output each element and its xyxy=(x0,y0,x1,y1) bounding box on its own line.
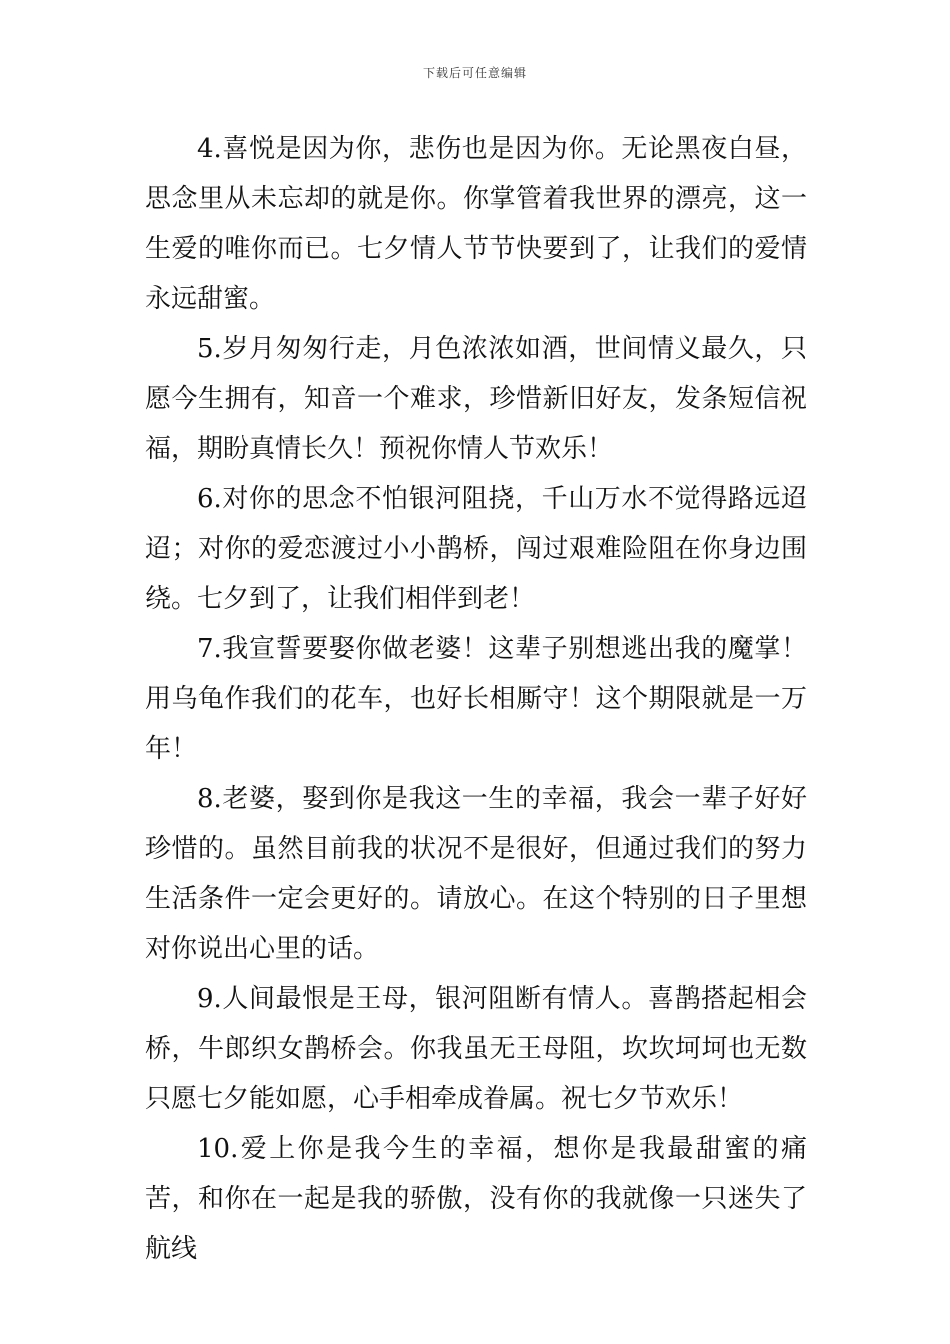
page-header: 下载后可任意编辑 xyxy=(422,66,527,80)
paragraph-5: 5.岁月匆匆行走，月色浓浓如酒，世间情义最久，只愿今生拥有，知音一个难求，珍惜新旧好友，发条短信祝福，期盼真情长久！预祝你情人节欢乐！ xyxy=(145,334,807,464)
paragraph-9: 9.人间最恨是王母，银河阻断有情人。喜鹊搭起相会桥，牛郎织女鹊桥会。你我虽无王母阻，坎坎坷坷也无数只愿七夕能如愿，心手相牵成眷属。祝七夕节欢乐！ xyxy=(145,984,807,1114)
paragraph-7: 7.我宣誓要娶你做老婆！这辈子别想逃出我的魔掌！用乌龟作我们的花车，也好长相厮守！这个期限就是一万年！ xyxy=(145,634,807,764)
document-body xyxy=(145,124,807,1274)
paragraph-6: 6.对你的思念不怕银河阻挠，千山万水不觉得路远迢迢；对你的爱恋渡过小小鹊桥，闯过艰难险阻在你身边围绕。七夕到了，让我们相伴到老！ xyxy=(145,484,807,614)
paragraph-8: 8.老婆，娶到你是我这一生的幸福，我会一辈子好好珍惜的。虽然目前我的状况不是很好，但通过我们的努力生活条件一定会更好的。请放心。在这个特别的日子里想对你说出心里的话。 xyxy=(145,784,807,964)
paragraph-4: 4.喜悦是因为你，悲伤也是因为你。无论黑夜白昼，思念里从未忘却的就是你。你掌管着我世界的漂亮，这一生爱的唯你而已。七夕情人节节快要到了，让我们的爱情永远甜蜜。 xyxy=(145,134,807,314)
paragraph-10: 10.爱上你是我今生的幸福，想你是我最甜蜜的痛苦，和你在一起是我的骄傲，没有你的我就像一只迷失了航线 xyxy=(145,1134,807,1264)
